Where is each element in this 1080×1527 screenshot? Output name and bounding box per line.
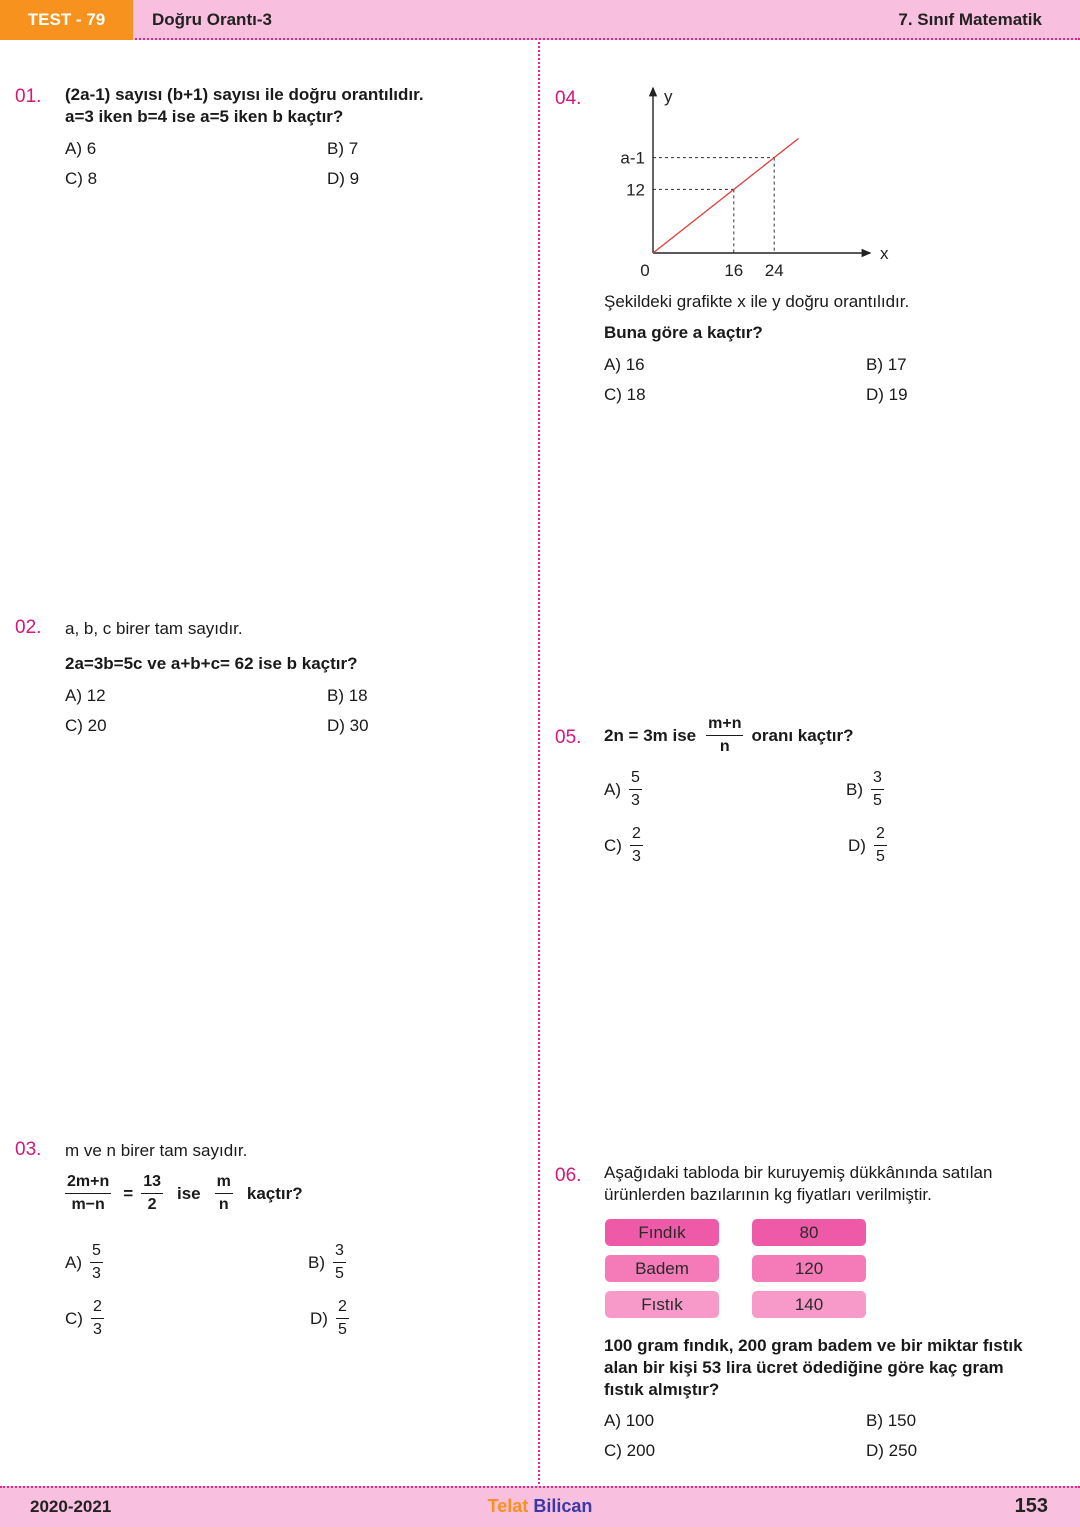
column-divider [538,42,540,1484]
q6-question-line2: alan bir kişi 53 lira ücret ödediğine göre kaç gram [604,1358,1004,1377]
q4-statement: Şekildeki grafikte x ile y doğru orantılıdır. [604,292,910,311]
school-year: 2020-2021 [30,1497,112,1516]
series-line [653,139,798,253]
price-table-product-fistik: Fıstık [605,1291,719,1318]
q6-option-b[interactable]: B) 150 [866,1411,917,1430]
q3-option-a-num: 5 [90,1241,103,1263]
q3-option-d-label: D) [310,1308,328,1328]
q6-intro-line1: Aşağıdaki tabloda bir kuruyemiş dükkânında satılan [604,1163,993,1182]
q3-option-b[interactable] [308,1241,346,1284]
q3-option-d-den: 5 [337,1321,347,1338]
q5-option-b[interactable] [846,768,884,811]
graph-labels [620,87,889,280]
q4-option-a[interactable]: A) 16 [604,355,645,374]
q5-option-d-num: 2 [874,824,887,846]
q6-intro-line2: ürünlerden bazılarının kg fiyatları verilmiştir. [604,1185,932,1204]
graph-series [653,139,798,253]
q2-option-b[interactable]: B) 18 [327,686,368,705]
q5-option-a-label: A) [604,779,621,799]
price-table-price-findik: 80 [752,1219,866,1246]
x-tick-label-2: 24 [764,261,784,280]
q5-frac-num: m+n [706,714,743,736]
q3-m: m [215,1172,233,1194]
q2-question: 2a=3b=5c ve a+b+c= 62 ise b kaçtır? [65,654,358,673]
q6-question-line1: 100 gram fındık, 200 gram badem ve bir miktar fıstık [604,1336,1023,1355]
q3-option-b-label: B) [308,1252,325,1272]
y-axis-label: y [664,87,673,106]
q3-option-d[interactable] [310,1297,349,1340]
q5-option-a-den: 3 [631,792,640,809]
q3-option-a[interactable] [65,1241,103,1284]
q2-option-a[interactable]: A) 12 [65,686,106,705]
y-tick-label-1: 12 [626,180,645,200]
q3-option-c-den: 3 [92,1321,102,1338]
q6-option-c[interactable]: C) 200 [604,1441,656,1460]
q3-option-d-num: 2 [336,1297,349,1319]
q2-number: 02. [15,617,42,638]
topic-title: Doğru Orantı-3 [152,10,272,29]
q3-option-c-num: 2 [91,1297,104,1319]
q5-option-b-label: B) [846,779,863,799]
q3-option-c[interactable] [65,1297,104,1340]
q4-graph [590,80,910,285]
q4-option-d[interactable]: D) 19 [866,385,908,404]
q3-option-a-den: 3 [92,1265,101,1282]
q6-option-a[interactable]: A) 100 [604,1411,655,1430]
q3-equals: = [123,1183,134,1203]
q2-option-c[interactable]: C) 20 [65,716,107,735]
q3-lhs-fraction [65,1172,111,1215]
q1-option-d[interactable]: D) 9 [327,169,360,188]
q3-lhs-den: m−n [71,1196,105,1213]
q4-option-c[interactable]: C) 18 [604,385,646,404]
q5-option-d-den: 5 [875,848,885,865]
y-tick-label-2: a-1 [620,148,645,168]
q6-number: 06. [555,1165,582,1186]
q3-option-c-label: C) [65,1308,83,1328]
test-badge: TEST - 79 [0,0,133,40]
q3-intro: m ve n birer tam sayıdır. [65,1141,248,1160]
q2-intro: a, b, c birer tam sayıdır. [65,619,243,638]
q1-option-a[interactable]: A) 6 [65,139,97,158]
q5-frac-den: n [719,738,730,755]
q5-option-b-den: 5 [873,792,882,809]
price-table-price-fistik: 140 [752,1291,866,1318]
q5-option-d[interactable] [848,824,887,867]
price-table-price-badem: 120 [752,1255,866,1282]
q5-fraction [706,714,743,757]
q2-option-d[interactable]: D) 30 [327,716,369,735]
q3-option-b-den: 5 [335,1265,344,1282]
q3-rhs-fraction [141,1172,163,1215]
q1-option-c[interactable]: C) 8 [65,169,98,188]
q3-lhs-num: 2m+n [65,1172,111,1194]
x-axis-label: x [880,244,889,263]
course-title: 7. Sınıf Matematik [898,10,1042,29]
q3-mn-fraction [215,1172,233,1215]
q3-tail: kaçtır? [246,1183,303,1203]
q1-text-line2: a=3 iken b=4 ise a=5 iken b kaçtır? [65,107,344,126]
q6-question-line3: fıstık almıştır? [604,1380,720,1399]
q5-option-c-num: 2 [630,824,643,846]
price-table-product-badem: Badem [605,1255,719,1282]
q5-option-b-num: 3 [871,768,884,790]
q5-option-a-num: 5 [629,768,642,790]
q5-tail: oranı kaçtır? [751,725,854,745]
q3-option-a-label: A) [65,1252,82,1272]
page-number: 153 [1014,1495,1048,1517]
q3-number: 03. [15,1139,42,1160]
q1-number: 01. [15,86,42,107]
brand-first: Telat [487,1496,529,1516]
q4-question: Buna göre a kaçtır? [604,323,763,342]
q3-equation [65,1172,303,1215]
price-table-product-findik: Fındık [605,1219,719,1246]
q5-number: 05. [555,727,582,748]
q3-option-b-num: 3 [333,1241,346,1263]
q6-option-d[interactable]: D) 250 [866,1441,918,1460]
x-tick-label-1: 16 [724,261,744,280]
q1-text-line1: (2a-1) sayısı (b+1) sayısı ile doğru orantılıdır. [65,85,424,104]
q4-number: 04. [555,88,582,109]
q4-option-b[interactable]: B) 17 [866,355,907,374]
brand [0,1486,1080,1527]
q3-rhs-den: 2 [147,1196,157,1213]
brand-last: Bilican [533,1496,593,1516]
q1-option-b[interactable]: B) 7 [327,139,359,158]
q5-option-c-label: C) [604,835,622,855]
q5-option-d-label: D) [848,835,866,855]
q5-equation [604,714,854,757]
q3-ise: ise [176,1183,201,1203]
q3-rhs-num: 13 [141,1172,163,1194]
q5-option-a[interactable] [604,768,642,811]
q3-n: n [218,1196,229,1213]
q5-lead: 2n = 3m ise [604,725,697,745]
q5-option-c-den: 3 [631,848,641,865]
q5-option-c[interactable] [604,824,643,867]
x-tick-label-0: 0 [640,261,650,280]
